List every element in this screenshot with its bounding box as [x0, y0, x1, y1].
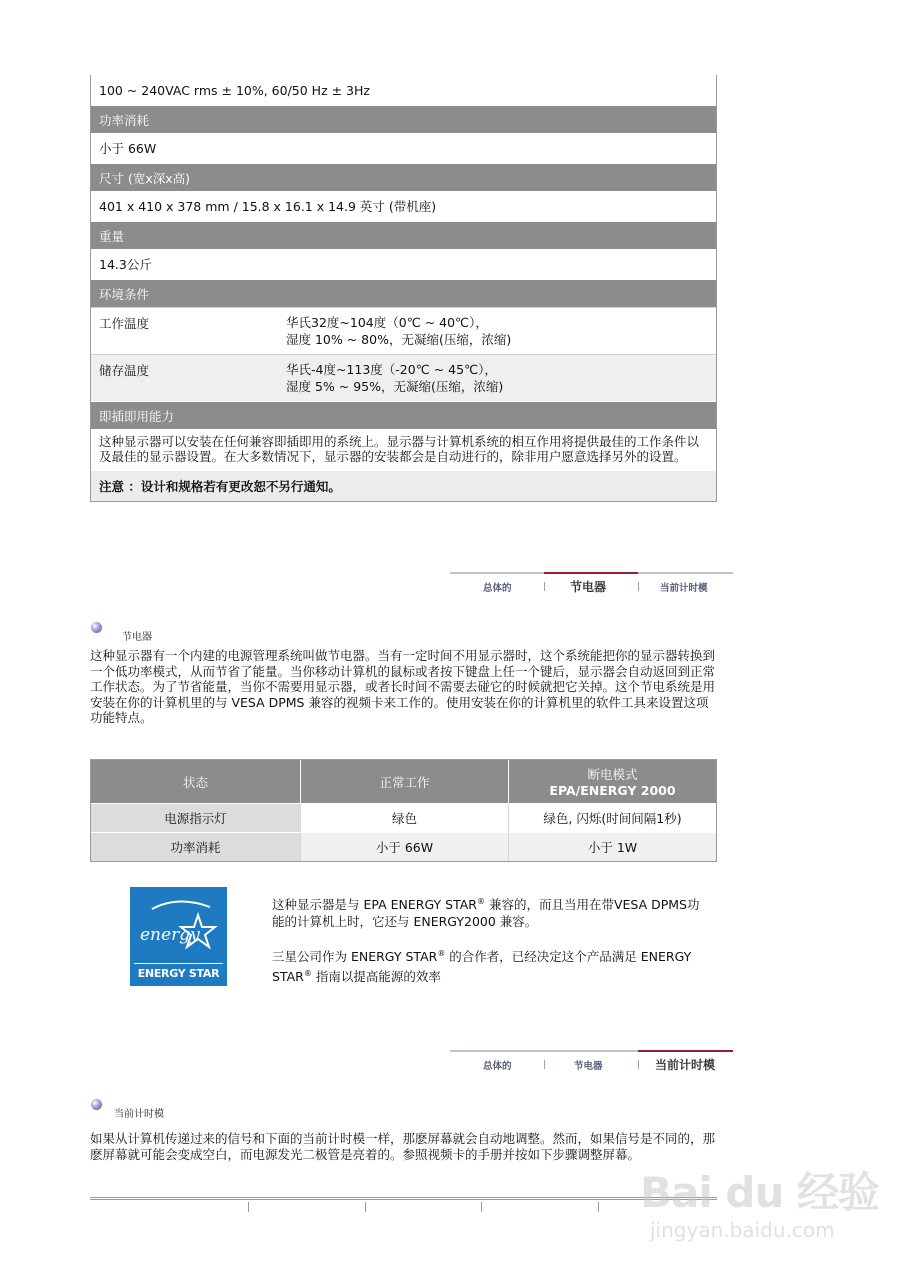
tab-powersaver[interactable]: 节电器 — [574, 1061, 603, 1072]
header-state: 状态 — [182, 774, 208, 790]
energy-logo-script: energy — [140, 925, 200, 945]
tab-bar-bottom — [450, 1050, 733, 1076]
tab-timing[interactable]: 当前计时模 — [660, 583, 708, 594]
estar-p2-b: 的合作者，已经决定这个产品满足 ENERGY STAR — [272, 949, 692, 985]
environment-header: 环境条件 — [91, 279, 716, 307]
plugplay-text: 这种显示器可以安装在任何兼容即插即用的系统上。显示器与计算机系统的相互作用将提供最佳的工作条件以及最佳的显示器设置。在大多数情况下，显示器的安装都会是自动进行的，除非用户愿意选择另外的设置。 — [91, 429, 716, 471]
energy-star-paragraph-1 — [272, 893, 702, 930]
voltage-value: 100 ~ 240VAC rms ± 10%, 60/50 Hz ± 3Hz — [91, 75, 716, 105]
tab-powersaver[interactable]: 节电器 — [570, 580, 607, 594]
plugplay-header: 即插即用能力 — [91, 401, 716, 429]
power-mode-table — [90, 759, 717, 862]
storage-line-1: 华氏-4度~113度（-20℃ ~ 45℃）， — [286, 362, 497, 377]
indicator-normal: 绿色 — [300, 804, 508, 832]
timing-body: 如果从计算机传递过来的信号和下面的当前计时模一样，那麽屏幕就会自动地调整。然而，如果信号是不同的，那麽屏幕就可能会变成空白，而电源发光二极管是亮着的。参照视频卡的手册并按如下步骤调整屏幕。 — [90, 1131, 716, 1162]
power-consumption-value: 小于 66W — [91, 133, 716, 163]
estar-p1-b: 兼容的，而且当用在带VESA DPMS功能的计算机上时，它还与 ENERGY2000 兼容。 — [272, 897, 700, 930]
estar-p2-c: 指南以提高能源的效率 — [311, 969, 441, 985]
spec-table — [90, 75, 717, 502]
operating-line-1: 华氏32度~104度（0℃ ~ 40℃）， — [286, 315, 488, 330]
registered-mark: ® — [437, 949, 446, 958]
tab-separator — [638, 582, 639, 591]
spec-note: 注意 ：设计和规格若有更改恕不另行通知。 — [91, 471, 716, 501]
registered-mark: ® — [303, 969, 312, 979]
row-label-indicator: 电源指示灯 — [91, 804, 300, 832]
energy-logo-rule — [134, 963, 223, 964]
header-normal: 正常工作 — [300, 760, 508, 803]
dimensions-header: 尺寸 (宽x深x高) — [91, 163, 716, 191]
weight-header: 重量 — [91, 221, 716, 249]
power-consumption-header: 功率消耗 — [91, 105, 716, 133]
timing-title: 当前计时模 — [114, 1109, 164, 1120]
tab-separator — [638, 1060, 639, 1069]
tab-separator — [544, 1060, 545, 1069]
energy-star-logo — [130, 887, 227, 986]
bullet-icon — [91, 1099, 102, 1110]
table-divider — [481, 1202, 482, 1212]
estar-p1-a: 这种显示器是与 EPA ENERGY STAR — [272, 897, 477, 913]
tab-general[interactable]: 总体的 — [483, 1061, 512, 1072]
tab-active-indicator — [638, 1050, 733, 1052]
baidu-watermark — [640, 1140, 890, 1260]
table-divider — [248, 1202, 249, 1212]
header-power-off — [508, 760, 716, 803]
storage-temperature-value — [278, 355, 716, 401]
header-power-off-line2: EPA/ENERGY 2000 — [549, 783, 676, 798]
table-divider — [365, 1202, 366, 1212]
energy-logo-text: ENERGY STAR — [137, 967, 220, 980]
weight-value: 14.3公斤 — [91, 249, 716, 279]
energy-star-paragraph-2 — [272, 945, 702, 985]
indicator-off: 绿色, 闪烁(时间间隔1秒) — [508, 804, 716, 832]
dimensions-value: 401 x 410 x 378 mm / 15.8 x 16.1 x 14.9 英寸 (带机座) — [91, 191, 716, 221]
powersaver-title: 节电器 — [122, 632, 152, 643]
tab-general[interactable]: 总体的 — [483, 583, 512, 594]
storage-line-2: 湿度 5% ~ 95%，无凝缩(压缩，浓缩) — [286, 379, 504, 394]
storage-temperature-row — [91, 354, 716, 401]
tab-bar-top — [450, 572, 733, 598]
tab-active-indicator — [544, 572, 638, 574]
registered-mark: ® — [476, 897, 485, 906]
tab-separator — [544, 582, 545, 591]
power-table-header — [91, 760, 716, 803]
table-row — [91, 832, 716, 861]
storage-temperature-label: 储存温度 — [99, 363, 150, 378]
table-row — [91, 803, 716, 832]
powersaver-body: 这种显示器有一个内建的电源管理系统叫做节电器。当有一定时间不用显示器时，这个系统能把你的显示器转换到一个低功率模式，从而节省了能量。当你移动计算机的鼠标或者按下键盘上任一个键后，显示器会自动返回到正常工作状态。为了节省能量，当你不需要用显示器，或者长时间不需要去碰它的时候就把它关掉。这个节电系统是用安装在你的计算机里的与 VESA DPMS 兼容的视频卡来工作的。使用安装在你的计算机里的软件工具来设置这项功能特点。 — [90, 648, 716, 725]
row-label-power: 功率消耗 — [91, 833, 300, 861]
operating-temperature-label: 工作温度 — [99, 316, 150, 331]
tab-timing[interactable]: 当前计时模 — [655, 1058, 716, 1072]
power-off: 小于 1W — [508, 833, 716, 861]
watermark-brand: Bai du 经验 — [640, 1168, 879, 1217]
estar-p2-a: 三星公司作为 ENERGY STAR — [272, 949, 438, 965]
bullet-icon — [91, 622, 102, 633]
timing-table-top — [90, 1197, 717, 1211]
table-divider — [598, 1202, 599, 1212]
power-normal: 小于 66W — [300, 833, 508, 861]
operating-line-2: 湿度 10% ~ 80%，无凝缩(压缩，浓缩) — [286, 332, 512, 347]
operating-temperature-row — [91, 307, 716, 354]
header-power-off-line1: 断电模式 — [587, 767, 638, 782]
operating-temperature-value — [278, 308, 716, 354]
watermark-url: jingyan.baidu.com — [650, 1218, 835, 1242]
